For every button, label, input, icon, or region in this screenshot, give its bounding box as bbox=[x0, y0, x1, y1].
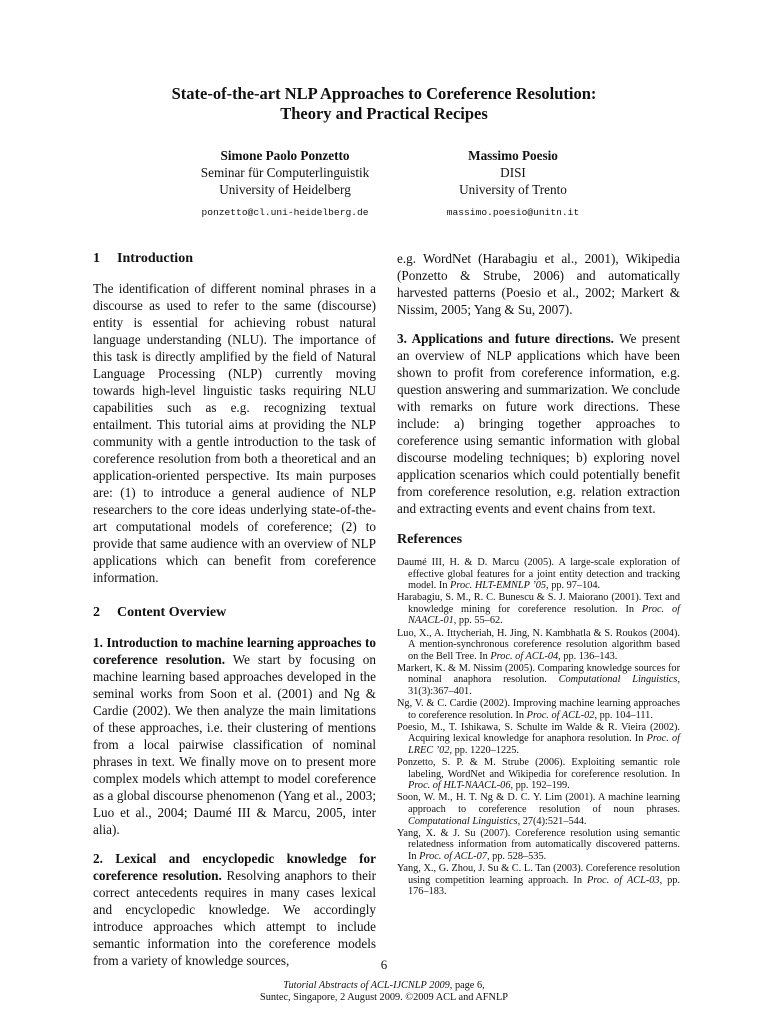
title-line-1: State-of-the-art NLP Approaches to Coreference Resolution: bbox=[171, 84, 597, 103]
reference-pages: , pp. 192–199. bbox=[510, 780, 570, 792]
reference-pages: , pp. 55–62. bbox=[453, 615, 503, 627]
reference-text: Harabagiu, S. M., R. C. Bunescu & S. J. Maiorano (2001). Text and knowledge mining for coreference resolution. In bbox=[397, 592, 680, 615]
reference-pages: , pp. 528–535. bbox=[486, 850, 547, 862]
reference-pages: , pp. 97–104. bbox=[546, 580, 601, 592]
paragraph-runin-heading: 2. Lexical and encyclopedic knowledge for coreference resolution. bbox=[93, 851, 376, 883]
author-affiliation: DISI bbox=[500, 165, 526, 180]
author-university: University of Trento bbox=[459, 182, 567, 197]
overview-paragraph-3 bbox=[397, 330, 680, 517]
paragraph-runin-heading: 3. Applications and future directions. bbox=[397, 331, 614, 346]
reference-pages: , pp. 104–111. bbox=[594, 709, 653, 721]
footer-line-1 bbox=[0, 980, 768, 992]
reference-list bbox=[397, 557, 680, 898]
author-email: ponzetto@cl.uni-heidelberg.de bbox=[201, 207, 369, 218]
page-footer bbox=[0, 980, 768, 1004]
section-number: 1 bbox=[93, 251, 100, 266]
reference-venue: Proc. of ACL-07 bbox=[419, 850, 487, 862]
footer-venue: Tutorial Abstracts of ACL-IJCNLP 2009 bbox=[283, 980, 450, 991]
reference-item bbox=[397, 792, 680, 827]
paragraph-body: We present an overview of NLP applications which have been shown to profit from coreference information, e.g. question answering and summarization. We conclude with remarks on future work directions. These include: a) bringing together approaches to coreference using semantic information with global discourse modeling techniques; b) exploring novel application scenarios which could potentially benefit from coreference resolution, e.g. relation extraction and extracting events and event chains from text. bbox=[397, 331, 680, 516]
left-column bbox=[93, 250, 376, 981]
reference-text: Yang, X. & J. Su (2007). Coreference resolution using semantic relatedness information from automatically discovered patterns. In bbox=[397, 827, 680, 862]
footer-page-info: , page 6, bbox=[449, 980, 485, 991]
reference-venue: Proc. of NAACL-01 bbox=[408, 603, 680, 627]
reference-item bbox=[397, 557, 680, 592]
reference-venue: Proc. of ACL-03 bbox=[586, 874, 660, 886]
title-line-2: Theory and Practical Recipes bbox=[280, 104, 488, 123]
reference-item bbox=[397, 698, 680, 721]
reference-text: Yang, X., G. Zhou, J. Su & C. L. Tan (2003). Coreference resolution using competition learning approach. In bbox=[397, 862, 680, 886]
reference-pages: , pp. 176–183. bbox=[408, 874, 680, 898]
reference-text: Ponzetto, S. P. & M. Strube (2006). Exploiting semantic role labeling, WordNet and Wikipedia for coreference resolution. In bbox=[397, 757, 680, 780]
reference-text: Poesio, M., T. Ishikawa, S. Schulte im Walde & R. Vieira (2002). Acquiring lexical knowledge for anaphora resolution. In bbox=[397, 721, 680, 745]
author-affiliation: Seminar für Computerlinguistik bbox=[200, 165, 370, 180]
right-column bbox=[397, 250, 680, 898]
paragraph-body: We start by focusing on machine learning based approaches developed in the seminal works from Soon et al. (2001) and Ng & Cardie (2002). We then analyze the main limitations of these approaches, i.e. their clustering of mentions from a local pairwise classification of nominal phrases in text. We finally move on to present more complex models which attempt to model coreference as a global discourse phenomenon (Yang et al., 2003; Luo et al., 2004; Daumé III & Marcu, 2005, inter alia). bbox=[93, 652, 376, 837]
overview-paragraph-1 bbox=[93, 634, 376, 838]
author-block-2 bbox=[368, 147, 658, 221]
reference-text: Daumé III, H. & D. Marcu (2005). A large-scale exploration of effective global features for a joint entity detection and tracking model. In bbox=[397, 557, 680, 592]
reference-venue: Proc. of HLT-NAACL-06 bbox=[408, 780, 511, 792]
reference-pages: , pp. 136–143. bbox=[558, 650, 618, 662]
section-heading-introduction bbox=[93, 250, 376, 268]
overview-paragraph-2-continued: e.g. WordNet (Harabagiu et al., 2001), Wikipedia (Ponzetto & Strube, 2006) and automatically harvested patterns (Poesio et al., 2002; Markert & Nissim, 2005; Yang & Su, 2007). bbox=[397, 251, 680, 317]
reference-item bbox=[397, 863, 680, 898]
section-title: Content Overview bbox=[117, 605, 227, 620]
reference-pages: , 27(4):521–544. bbox=[517, 815, 587, 827]
reference-pages: , pp. 1220–1225. bbox=[449, 745, 519, 756]
reference-item bbox=[397, 628, 680, 663]
overview-paragraph-2 bbox=[93, 850, 376, 969]
reference-item bbox=[397, 757, 680, 792]
author-name: Massimo Poesio bbox=[468, 148, 558, 163]
author-email: massimo.poesio@unitn.it bbox=[446, 207, 580, 218]
reference-venue: Computational Linguistics bbox=[408, 815, 518, 827]
author-university: University of Heidelberg bbox=[219, 182, 351, 197]
section-number: 2 bbox=[93, 605, 100, 620]
reference-text: Ng, V. & C. Cardie (2002). Improving machine learning approaches to coreference resolution. In bbox=[397, 698, 680, 721]
section-heading-content-overview bbox=[93, 604, 376, 622]
page-number: 6 bbox=[380, 957, 388, 972]
paragraph-body: Resolving anaphors to their correct antecedents requires in many cases lexical and encyclopedic knowledge. We accordingly introduce approaches which attempt to include semantic information into the coreference models from a variety of knowledge sources, bbox=[93, 868, 376, 968]
paragraph-runin-heading: 1. Introduction to machine learning approaches to coreference resolution. bbox=[93, 635, 376, 667]
reference-pages: , 31(3):367–401. bbox=[408, 674, 681, 698]
reference-item bbox=[397, 663, 680, 698]
reference-text: Soon, W. M., H. T. Ng & D. C. Y. Lim (2001). A machine learning approach to coreference resolution of noun phrases. bbox=[397, 792, 680, 815]
paper-title bbox=[0, 84, 768, 124]
author-name: Simone Paolo Ponzetto bbox=[220, 148, 350, 163]
reference-text: Markert, K. & M. Nissim (2005). Comparing knowledge sources for nominal anaphora resolution. bbox=[397, 662, 680, 686]
reference-text: Luo, X., A. Ittycheriah, H. Jing, N. Kambhatla & S. Roukos (2004). A mention-synchronous coreference resolution algorithm based on the Bell Tree. In bbox=[397, 627, 680, 662]
reference-venue: Computational Linguistics bbox=[558, 674, 678, 686]
section-title: Introduction bbox=[117, 251, 193, 266]
footer-line-2: Suntec, Singapore, 2 August 2009. ©2009 ACL and AFNLP bbox=[260, 992, 508, 1003]
reference-venue: Proc. of LREC ’02 bbox=[408, 733, 680, 756]
intro-paragraph: The identification of different nominal phrases in a discourse as used to refer to the same (discourse) entity is essential for achieving robust natural language understanding (NLU). The importance of this task is directly amplified by the field of Natural Language Processing (NLP) currently moving towards high-level linguistic tasks requiring NLU capabilities such as e.g. recognizing textual entailment. This tutorial aims at providing the NLP community with a gentle introduction to the task of coreference resolution from both a theoretical and an application-oriented perspective. Its main purposes are: (1) to introduce a general audience of NLP researchers to the core ideas underlying state-of-the-art computational models of coreference; (2) to provide that same audience with an overview of NLP applications which can benefit from coreference information. bbox=[93, 281, 376, 585]
reference-item bbox=[397, 592, 680, 627]
reference-venue: Proc. of ACL-02 bbox=[526, 709, 595, 721]
reference-venue: Proc. HLT-EMNLP ’05 bbox=[450, 580, 547, 592]
references-heading: References bbox=[397, 532, 463, 547]
reference-item bbox=[397, 722, 680, 757]
reference-item bbox=[397, 828, 680, 863]
reference-venue: Proc. of ACL-04 bbox=[490, 650, 559, 662]
